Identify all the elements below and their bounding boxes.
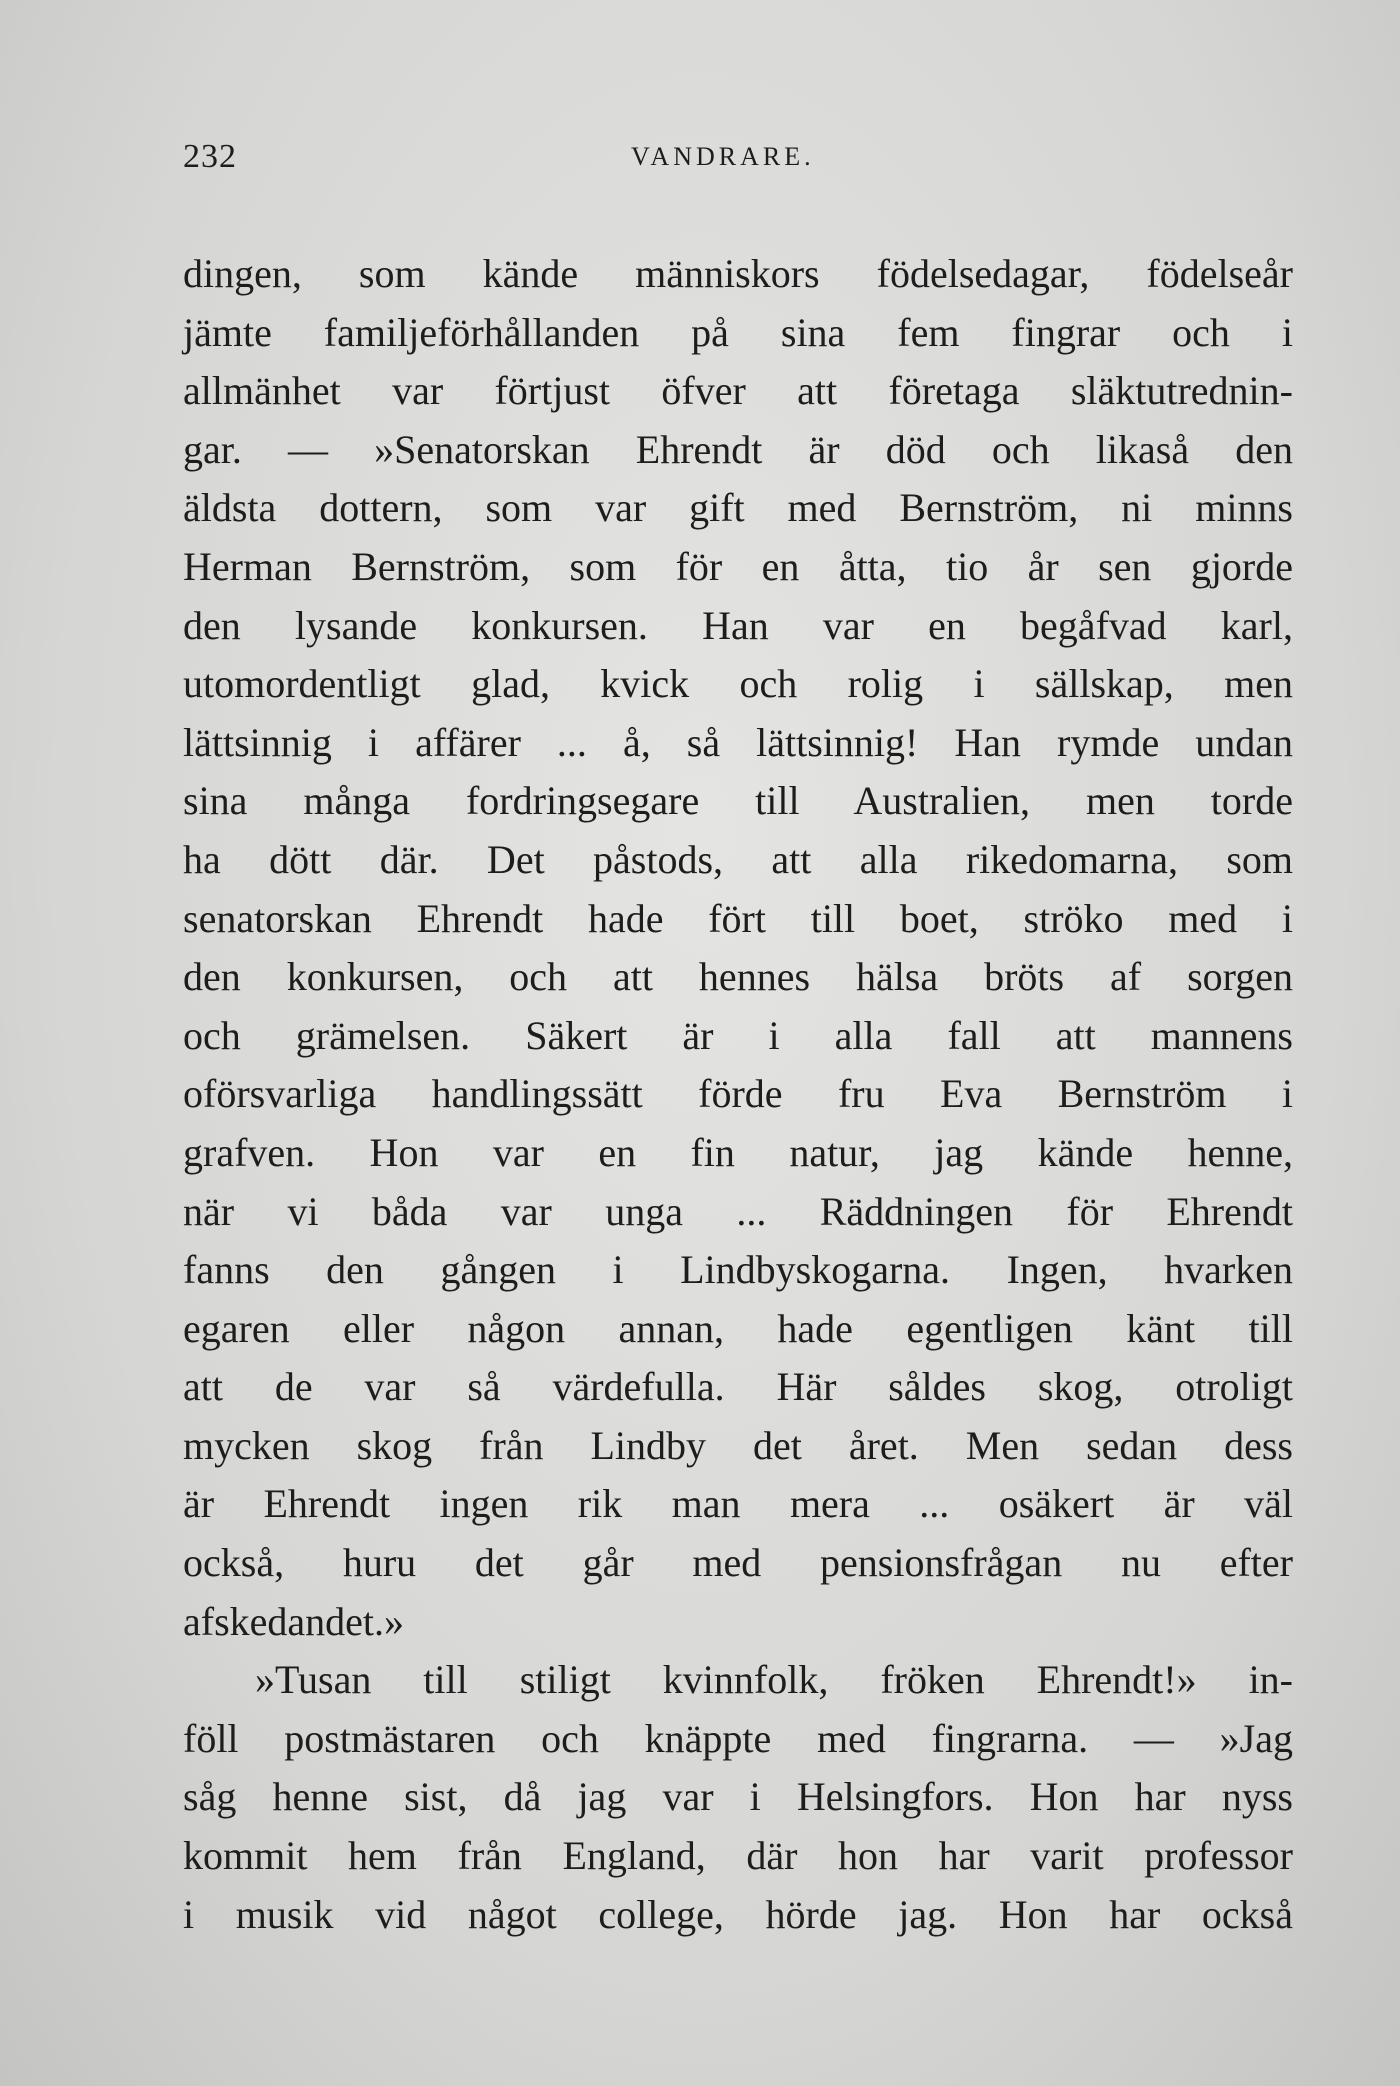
text-line: Herman Bernström, som för en åtta, tio år sen gjorde xyxy=(183,543,1293,589)
text-line: föll postmästaren och knäppte med fingrarna. — »Jag xyxy=(183,1715,1293,1761)
text-line: den konkursen, och att hennes hälsa bröts af sorgen xyxy=(183,954,1293,1000)
text-line: lättsinnig i affärer ... å, så lättsinnig! Han rymde undan xyxy=(183,719,1293,765)
text-line: den lysande konkursen. Han var en begåfvad karl, xyxy=(183,602,1293,648)
text-line: oförsvarliga handlingssätt förde fru Eva Bernström i xyxy=(183,1071,1293,1117)
text-line: i musik vid något college, hörde jag. Hon har också xyxy=(183,1891,1293,1937)
running-title: VANDRARE. xyxy=(631,142,815,171)
text-line: dingen, som kände människors födelsedagar, födelseår xyxy=(183,251,1293,296)
paragraph-1 xyxy=(183,245,1293,1651)
text-line: när vi båda var unga ... Räddningen för Ehrendt xyxy=(183,1188,1293,1234)
text-line: sina många fordringsegare till Australien, men torde xyxy=(183,778,1293,824)
text-line: såg henne sist, då jag var i Helsingfors. Hon har nyss xyxy=(183,1774,1293,1820)
text-line: kommit hem från England, där hon har varit professor xyxy=(183,1833,1293,1879)
text-line: ha dött där. Det påstods, att alla rikedomarna, som xyxy=(183,836,1293,882)
text-line: allmänhet var förtjust öfver att företaga släktutrednin- xyxy=(183,368,1293,414)
text-line: grafven. Hon var en fin natur, jag kände henne, xyxy=(183,1129,1293,1175)
text-line: och grämelsen. Säkert är i alla fall att mannens xyxy=(183,1012,1293,1058)
paragraph-2 xyxy=(183,1651,1293,1944)
running-head xyxy=(183,138,1293,182)
text-line: egaren eller någon annan, hade egentligen känt till xyxy=(183,1305,1293,1351)
text-line: jämte familjeförhållanden på sina fem fingrar och i xyxy=(183,309,1293,355)
text-line: »Tusan till stiligt kvinnfolk, fröken Ehrendt!» in- xyxy=(255,1657,1293,1703)
page-number: 232 xyxy=(183,138,237,175)
text-line: senatorskan Ehrendt hade fört till boet, ströko med i xyxy=(183,895,1293,941)
text-line: gar. — »Senatorskan Ehrendt är död och likaså den xyxy=(183,426,1293,472)
text-line: afskedandet.» xyxy=(183,1598,405,1644)
text-line: mycken skog från Lindby det året. Men sedan dess xyxy=(183,1422,1293,1468)
body-text xyxy=(183,245,1293,1944)
text-line: äldsta dottern, som var gift med Bernström, ni minns xyxy=(183,485,1293,531)
text-line: att de var så värdefulla. Här såldes skog, otroligt xyxy=(183,1364,1293,1410)
text-line: är Ehrendt ingen rik man mera ... osäkert är väl xyxy=(183,1481,1293,1527)
text-line: också, huru det går med pensionsfrågan nu efter xyxy=(183,1540,1293,1586)
text-line: utomordentligt glad, kvick och rolig i sällskap, men xyxy=(183,661,1293,707)
text-line: fanns den gången i Lindbyskogarna. Ingen, hvarken xyxy=(183,1247,1293,1293)
